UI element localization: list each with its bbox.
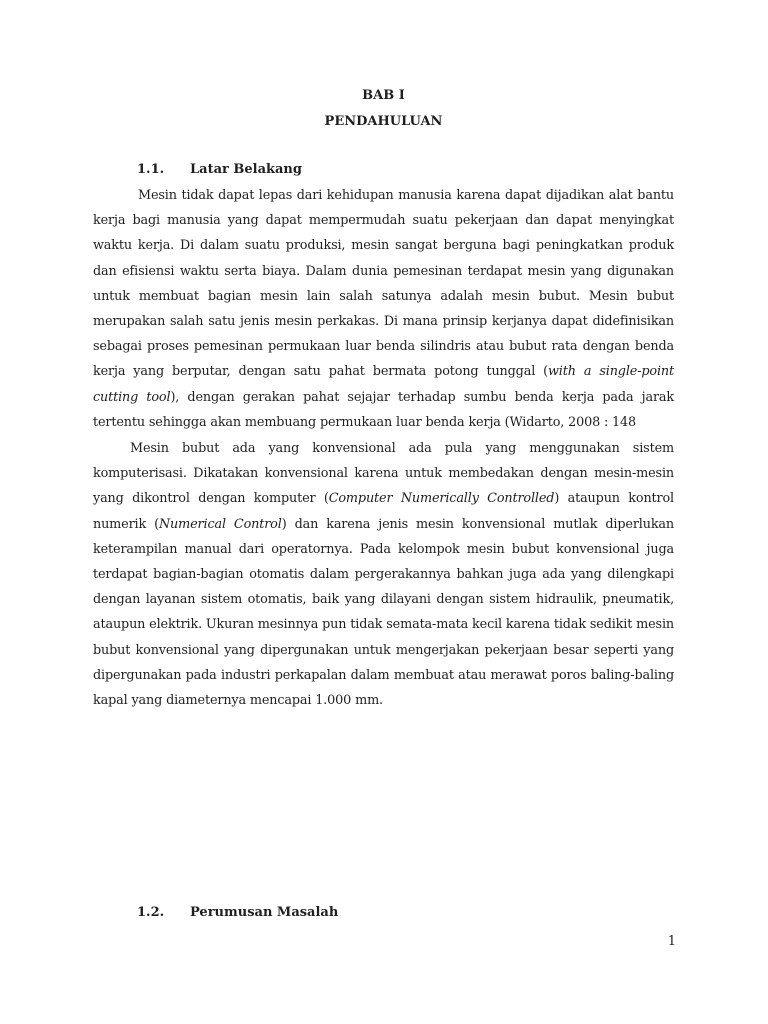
page-number: 1 (667, 934, 676, 949)
section-number: 1.2. (137, 905, 165, 920)
paragraph-latar-belakang (93, 183, 674, 435)
paragraph-text: Mesin tidak dapat lepas dari kehidupan manusia karena dapat dijadikan alat bantu kerja bagi manusia yang dapat mempermudah suatu pekerjaan dan dapat menyingkat waktu kerja. Di dalam suatu produksi, mesin sangat berguna bagi peningkatkan produk dan efisiensi waktu serta biaya. Dalam dunia pemesinan terdapat mesin yang digunakan untuk membuat bagian mesin lain salah satunya adalah mesin bubut. Mesin bubut merupakan salah satu jenis mesin perkakas. Di mana prinsip kerjanya dapat didefinisikan sebagai proses pemesinan permukaan luar benda silindris atau bubut rata dengan benda kerja yang berputar, dengan satu pahat bermata potong tunggal ( (93, 188, 674, 380)
section-heading-latar-belakang (137, 160, 302, 180)
italic-term: Computer Numerically Controlled (328, 491, 555, 507)
section-heading-perumusan-masalah (137, 903, 338, 923)
section-title: Latar Belakang (190, 162, 302, 177)
chapter-number: BAB I (362, 88, 405, 103)
section-number: 1.1. (137, 162, 165, 177)
chapter-title: PENDAHULUAN (324, 114, 443, 129)
paragraph-text: ) dan karena jenis mesin konvensional mutlak diperlukan keterampilan manual dari operatornya. Pada kelompok mesin bubut konvensional juga terdapat bagian-bagian otomatis dalam pergerakannya bahkan juga ada yang dilengkapi dengan layanan sistem otomatis, baik yang dilayani dengan sistem hidraulik, pneumatik, ataupun elektrik. Ukuran mesinnya pun tidak semata-mata kecil karena tidak sedikit mesin bubut konvensional yang dipergunakan untuk mengerjakan pekerjaan besar seperti yang dipergunakan pada industri perkapalan dalam membuat atau merawat poros baling-baling kapal yang diameternya mencapai 1.000 mm. (93, 516, 674, 709)
italic-term: Numerical Control (159, 516, 282, 532)
paragraph-text: ), dengan gerakan pahat sejajar terhadap sumbu benda kerja pada jarak tertentu sehingga akan membuang permukaan luar benda kerja (Widarto, 2008 : 148 (93, 389, 674, 430)
paragraph-mesin-bubut (93, 436, 674, 713)
paragraph-text: Mesin bubut ada yang konvensional ada pula yang menggunakan sistem komputerisasi. Dikatakan konvensional karena untuk membedakan dengan mesin-mesin yang dikontrol dengan komputer ( (93, 441, 674, 507)
section-title: Perumusan Masalah (190, 905, 339, 920)
italic-term: with a single-point cutting tool (93, 364, 674, 405)
paragraph-text: ) ataupun kontrol numerik ( (93, 491, 674, 532)
